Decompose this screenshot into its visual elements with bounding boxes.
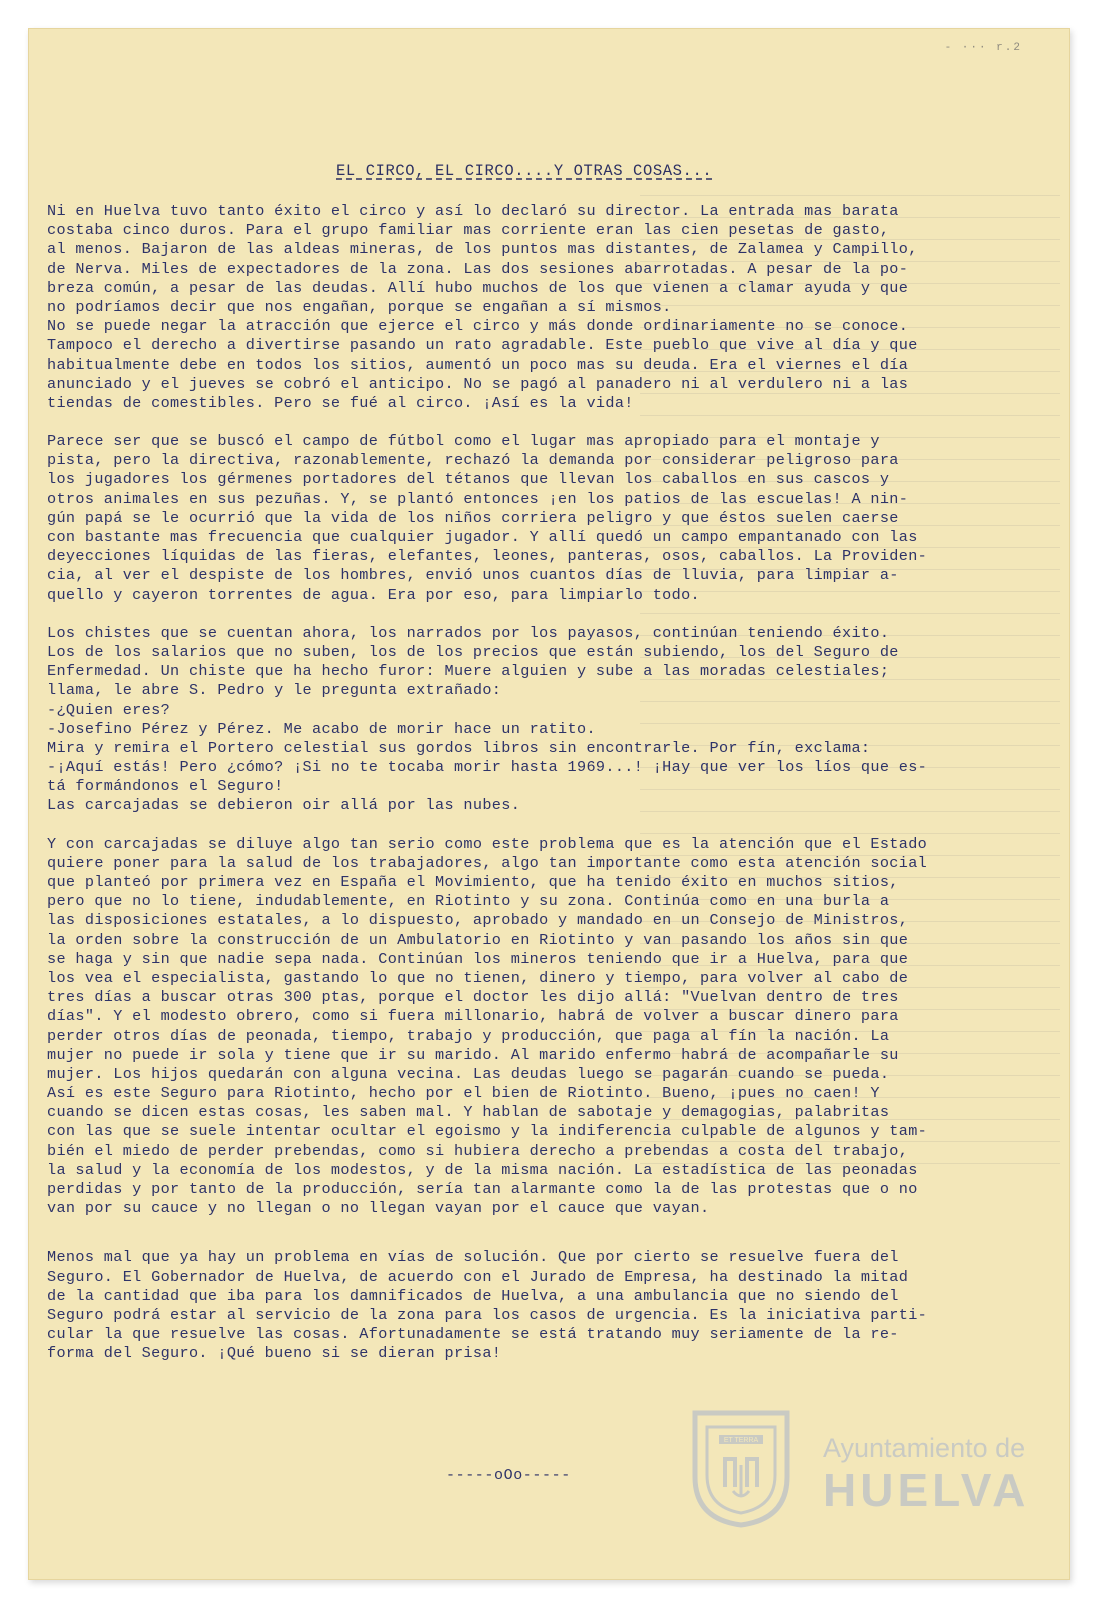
document-title: EL CIRCO, EL CIRCO....Y OTRAS COSAS... bbox=[336, 162, 713, 180]
text-line: Ni en Huelva tuvo tanto éxito el circo y así lo declaró su director. La entrada mas barata bbox=[47, 202, 899, 220]
text-line: pista, pero la directiva, razonablemente, rechazó la demanda por considerar peligroso para bbox=[47, 451, 899, 470]
text-line: los vea el especialista, gastando lo que no tienen, dinero y tiempo, para volver al cabo de bbox=[47, 968, 909, 987]
text-line: que planteó por primera vez en España el Movimiento, que ha tenido éxito en muchos sitios, bbox=[47, 873, 899, 891]
text-line: Enfermedad. Un chiste que ha hecho furor: Muere alguien y sube a las moradas celestiales; bbox=[47, 662, 890, 681]
text-line: perder otros días de peonada, tiempo, trabajo y producción, que paga al fín la nación. La bbox=[47, 1026, 890, 1045]
shield-motto-text: ET TERRA bbox=[723, 1437, 759, 1444]
text-line: con bastante mas frecuencia que cualquier jugador. Y allí quedó un campo empantanado con las bbox=[47, 528, 918, 546]
text-line: Tampoco el derecho a divertirse pasando un rato agradable. Este pueblo que vive al día y que bbox=[47, 336, 918, 355]
text-line: se haga y sin que nadie sepa nada. Continúan los mineros teniendo que ir a Huelva, para que bbox=[47, 949, 909, 968]
text-line: breza común, a pesar de las deudas. Allí hubo muchos de los que vienen a clamar ayuda y que bbox=[47, 278, 909, 297]
text-line: mujer no puede ir sola y tiene que ir su marido. Al marido enfermo habrá de acompañarle su bbox=[47, 1045, 899, 1064]
text-line: -¡Aquí estás! Pero ¿cómo? ¡Si no te tocaba morir hasta 1969...! ¡Hay que ver los líos que es- bbox=[47, 758, 928, 777]
text-line: deyecciones líquidas de las fieras, elefantes, leones, panteras, osos, caballos. La Providen- bbox=[47, 547, 928, 566]
text-line: Así es este Seguro para Riotinto, hecho por el bien de Riotinto. Bueno, ¡pues no caen! Y bbox=[47, 1084, 880, 1103]
text-line: al menos. Bajaron de las aldeas mineras, de los puntos mas distantes, de Zalamea y Campillo, bbox=[47, 240, 918, 259]
corner-mark: - ··· r.2 bbox=[944, 42, 1022, 54]
text-line: tiendas de comestibles. Pero se fué al circo. ¡Así es la vida! bbox=[47, 393, 634, 412]
text-line: pero que no lo tiene, indudablemente, en Riotinto y su zona. Continúa como en una burla a bbox=[47, 892, 890, 911]
text-line: cular la que resuelve las cosas. Afortunadamente se está tratando muy seriamente de la re- bbox=[47, 1325, 899, 1344]
text-line: las disposiciones estatales, a lo dispuesto, aprobado y mandado en un Consejo de Ministros, bbox=[47, 911, 909, 930]
text-line: habitualmente debe en todos los sitios, aumentó un poco mas su deuda. Era el viernes el día bbox=[47, 355, 909, 374]
text-line: de la cantidad que iba para los damnificados de Huelva, a una ambulancia que no siendo del bbox=[47, 1286, 899, 1305]
text-line: cuando se dicen estas cosas, les saben mal. Y hablan de sabotaje y demagogias, palabritas bbox=[47, 1103, 890, 1122]
text-line: quello y cayeron torrentes de agua. Era por eso, para limpiarlo todo. bbox=[47, 585, 701, 604]
text-line: los jugadores los gérmenes portadores del tétanos que llevan los caballos en sus cascos y bbox=[47, 470, 890, 489]
text-line: perdidas y por tanto de la producción, sería tan alarmante como la de las protestas que o no bbox=[47, 1180, 918, 1198]
text-line: Los chistes que se cuentan ahora, los narrados por los payasos, continúan teniendo éxito. bbox=[47, 623, 890, 642]
text-line: van por su cauce y no llegan o no llegan vayan por el cauce que vayan. bbox=[47, 1199, 710, 1218]
text-line: Mira y remira el Portero celestial sus gordos libros sin encontrarle. Por fín, exclama: bbox=[47, 738, 871, 757]
text-line: Parece ser que se buscó el campo de fútbol como el lugar mas apropiado para el montaje y bbox=[47, 432, 880, 451]
text-line: Las carcajadas se debieron oir allá por las nubes. bbox=[47, 796, 521, 815]
text-line: bién el miedo de perder prebendas, como si hubiera derecho a prebendas a costa del trabajo, bbox=[47, 1141, 909, 1160]
text-line: forma del Seguro. ¡Qué bueno si se dieran prisa! bbox=[47, 1344, 502, 1363]
text-line: con las que se suele intentar ocultar el egoismo y la indiferencia culpable de algunos y tam- bbox=[47, 1122, 928, 1141]
watermark-line-1: Ayuntamiento de bbox=[823, 1433, 1026, 1463]
text-line: anunciado y el jueves se cobró el anticipo. No se pagó al panadero ni al verdulero ni a las bbox=[47, 374, 909, 393]
text-line: costaba cinco duros. Para el grupo familiar mas corriente eran las cien pesetas de gasto, bbox=[47, 221, 890, 240]
paragraph bbox=[47, 624, 997, 816]
text-line: Los de los salarios que no suben, los de los precios que están subiendo, los del Seguro de bbox=[47, 642, 899, 661]
paragraph bbox=[47, 202, 997, 413]
text-line: Menos mal que ya hay un problema en vías de solución. Que por cierto se resuelve fuera del bbox=[47, 1248, 899, 1267]
text-line: no podríamos decir que nos engañan, porque se engañan a sí mismos. bbox=[47, 297, 672, 316]
coat-of-arms-icon bbox=[689, 1407, 793, 1529]
text-line: mujer. Los hijos quedarán con alguna vecina. Las deudas luego se pagarán cuando se pueda. bbox=[47, 1064, 890, 1083]
text-line: de Nerva. Miles de expectadores de la zona. Las dos sesiones abarrotadas. A pesar de la po- bbox=[47, 259, 909, 278]
paragraph bbox=[47, 1248, 997, 1363]
text-line: cia, al ver el despiste de los hombres, envió unos cuantos días de lluvia, para limpiar a- bbox=[47, 566, 899, 585]
text-line: la orden sobre la construcción de un Ambulatorio en Riotinto y van pasando los años sin que bbox=[47, 930, 909, 949]
text-line: -¿Quien eres? bbox=[47, 700, 171, 719]
text-line: Y con carcajadas se diluye algo tan serio como este problema que es la atención que el Estado bbox=[47, 834, 928, 853]
text-line: tá formándonos el Seguro! bbox=[47, 777, 284, 796]
text-line: otros animales en sus pezuñas. Y, se plantó entonces ¡en los patios de las escuelas! A nin- bbox=[47, 489, 909, 508]
paragraph bbox=[47, 432, 997, 605]
text-line: llama, le abre S. Pedro y le pregunta extrañado: bbox=[47, 681, 502, 700]
text-line: gún papá se le ocurrió que la vida de los niños corriera peligro y que éstos suelen caerse bbox=[47, 508, 899, 527]
text-line: Seguro. El Gobernador de Huelva, de acuerdo con el Jurado de Empresa, ha destinado la mitad bbox=[47, 1267, 909, 1286]
text-line: quiere poner para la salud de los trabajadores, algo tan importante como esta atención social bbox=[47, 853, 928, 872]
ayuntamiento-watermark bbox=[675, 1395, 1035, 1545]
document-body bbox=[47, 202, 997, 1383]
text-line: Seguro podrá estar al servicio de la zona para los casos de urgencia. Es la iniciativa parti- bbox=[47, 1305, 928, 1324]
text-line: días". Y el modesto obrero, como si fuera millonario, habrá de volver a buscar dinero para bbox=[47, 1007, 899, 1026]
end-separator: -----oOo----- bbox=[446, 1467, 571, 1484]
watermark-line-2: HUELVA bbox=[823, 1464, 1030, 1516]
text-line: No se puede negar la atracción que ejerce el circo y más donde ordinariamente no se conoce. bbox=[47, 317, 909, 336]
paragraph bbox=[47, 835, 997, 1219]
text-line: tres días a buscar otras 300 ptas, porque el doctor les dijo allá: "Vuelvan dentro de tres bbox=[47, 988, 899, 1007]
text-line: -Josefino Pérez y Pérez. Me acabo de morir hace un ratito. bbox=[47, 719, 596, 738]
text-line: la salud y la economía de los modestos, y de la misma nación. La estadística de las peonadas bbox=[47, 1160, 918, 1179]
